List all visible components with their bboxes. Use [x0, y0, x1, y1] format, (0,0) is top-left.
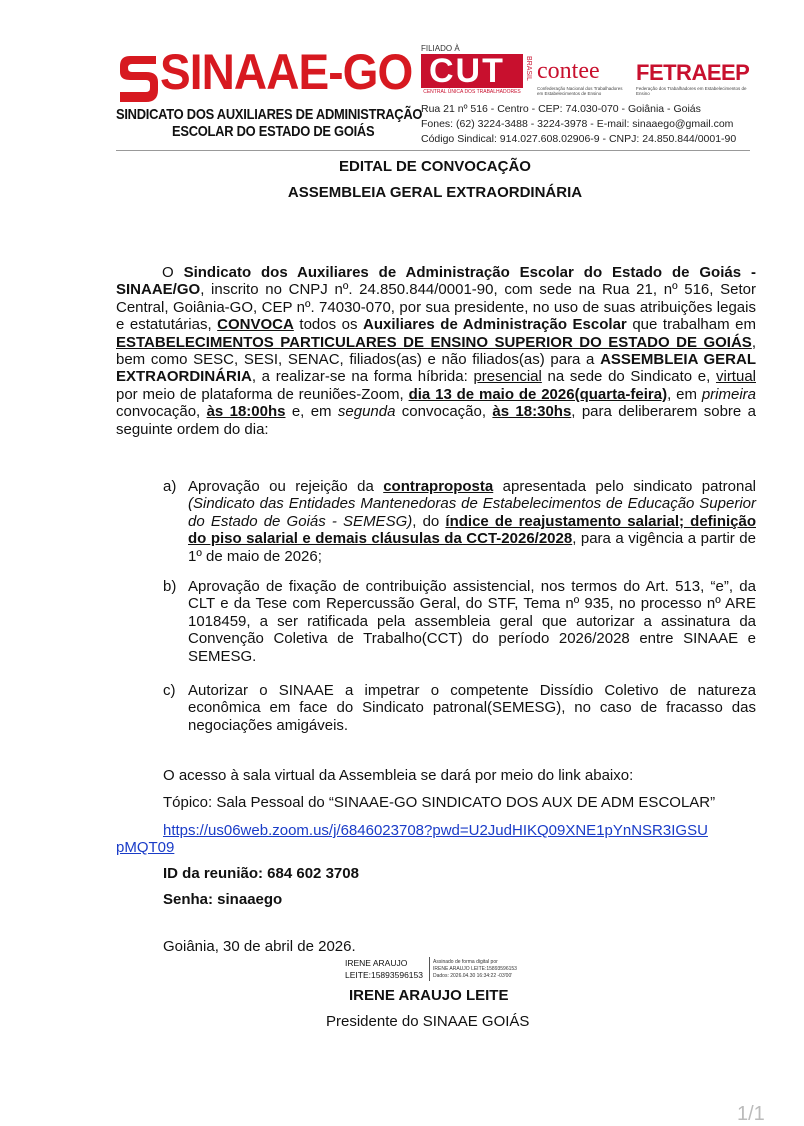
contact-address: Rua 21 nº 516 - Centro - CEP: 74.030-070 - Goiânia - Goiás	[421, 103, 701, 115]
logo-subtitle-1: SINDICATO DOS AUXILIARES DE ADMINISTRAÇÃO	[116, 106, 423, 123]
list-item-text: Aprovação de fixação de contribuição assistencial, nos termos do Art. 513, “e”, da CLT e da Tese com Repercussão Geral, do STF, Tema nº 935, no processo nº ARE 1018459, a ser ratificada pela assembleia geral que autorizar a assinatura da Convenção Coletiva de Trabalho(CCT) do período 2026/2028 entre SINAAE e SEMESG.	[188, 578, 756, 665]
president-name: IRENE ARAUJO LEITE	[349, 987, 509, 1004]
list-marker: a)	[163, 478, 177, 495]
zoom-link[interactable]: https://us06web.zoom.us/j/6846023708?pwd=U2JudHIKQ09XNE1pYnNSR3IGSU	[163, 822, 708, 839]
meeting-topic: Tópico: Sala Pessoal do “SINAAE-GO SINDICATO DOS AUX DE ADM ESCOLAR”	[163, 794, 716, 811]
logo-name: SINAAE-GO	[160, 44, 413, 100]
list-item-text: Autorizar o SINAAE a impetrar o competente Dissídio Coletivo de natureza econômica em face do Sindicato patronal(SEMESG), no caso de fracasso das negociações amigáveis.	[188, 682, 756, 734]
president-title: Presidente do SINAAE GOIÁS	[326, 1013, 530, 1030]
list-marker: c)	[163, 682, 176, 699]
signature-detail-1: Assinado de forma digital por	[433, 959, 498, 965]
list-item	[163, 682, 756, 734]
document-subtitle: ASSEMBLEIA GERAL EXTRAORDINÁRIA	[287, 184, 583, 201]
signature-name-line-2: LEITE:15893596153	[345, 970, 423, 980]
signature-detail-2: IRENE ARAUJO LEITE:15893596153	[433, 966, 517, 972]
contee-logo: contee	[537, 58, 600, 84]
list-item	[163, 578, 756, 665]
list-item-text: Aprovação ou rejeição da contraproposta apresentada pelo sindicato patronal (Sindicato das Entidades Mantenedoras de Estabelecimentos de Educação Superior do Estado de Goiás - SEMESG), do índice de reajustamento salarial; definição do piso salarial e demais cláusulas da CCT-2026/2028, para a vigência a partir de 1º de maio de 2026;	[188, 478, 757, 565]
access-intro: O acesso à sala virtual da Assembleia se dará por meio do link abaixo:	[163, 767, 634, 784]
fetraeep-logo: FETRAEEP	[636, 60, 750, 85]
contact-phones: Fones: (62) 3224-3488 - 3224-3978 - E-mail: sinaaego@gmail.com	[421, 118, 734, 130]
cut-subtitle: CENTRAL ÚNICA DOS TRABALHADORES	[423, 89, 521, 95]
document-title: EDITAL DE CONVOCAÇÃO	[339, 158, 531, 175]
meeting-id: ID da reunião: 684 602 3708	[163, 865, 359, 882]
meeting-password: Senha: sinaaego	[163, 891, 283, 908]
cut-brasil-label: BRASIL	[525, 56, 532, 81]
zoom-link-continuation[interactable]: pMQT09	[116, 839, 175, 856]
signature-detail-3: Dados: 2026.04.30 16:34:22 -03'00'	[433, 973, 513, 979]
main-paragraph: O Sindicato dos Auxiliares de Administração Escolar do Estado de Goiás - SINAAE/GO, inscrito no CNPJ nº. 24.850.844/0001-90, com sede na Rua 21, nº 516, Setor Central, Goiânia-GO, CEP nº. 74030-070, por sua presidente, no uso de suas atribuições legais e estatutárias, CONVOCA todos os Auxiliares de Administração Escolar que trabalham em ESTABELECIMENTOS PARTICULARES DE ENSINO SUPERIOR DO ESTADO DE GOIÁS, bem como SESC, SESI, SENAC, filiados(as) e não filiados(as) para a ASSEMBLEIA GERAL EXTRAORDINÁRIA, a realizar-se na forma híbrida: presencial na sede do Sindicato e, virtual por meio de plataforma de reuniões-Zoom, dia 13 de maio de 2026(quarta-feira), em primeira convocação, às 18:00hs e, em segunda convocação, às 18:30hs, para deliberarem sobre a seguinte ordem do dia:	[116, 264, 757, 438]
sinaae-logo-icon	[116, 50, 160, 108]
page-indicator: 1/1	[737, 1103, 765, 1125]
logo-subtitle-2: ESCOLAR DO ESTADO DE GOIÁS	[172, 123, 375, 140]
signature-divider	[429, 957, 430, 981]
header-divider	[116, 150, 750, 151]
list-item	[163, 478, 756, 565]
contee-subtitle: Confederação Nacional dos Trabalhadores em Estabelecimentos de Ensino	[537, 86, 623, 96]
cut-logo-text: CUT	[429, 52, 505, 90]
contact-codes: Código Sindical: 914.027.608.02906-9 - CNPJ: 24.850.844/0001-90	[421, 133, 737, 145]
signature-name-line-1: IRENE ARAUJO	[345, 958, 408, 968]
place-date: Goiânia, 30 de abril de 2026.	[163, 938, 356, 955]
filiado-label: FILIADO À	[421, 44, 460, 53]
list-marker: b)	[163, 578, 177, 595]
fetraeep-subtitle: Federação dos Trabalhadores em Estabelecimentos de Ensino	[636, 86, 747, 96]
